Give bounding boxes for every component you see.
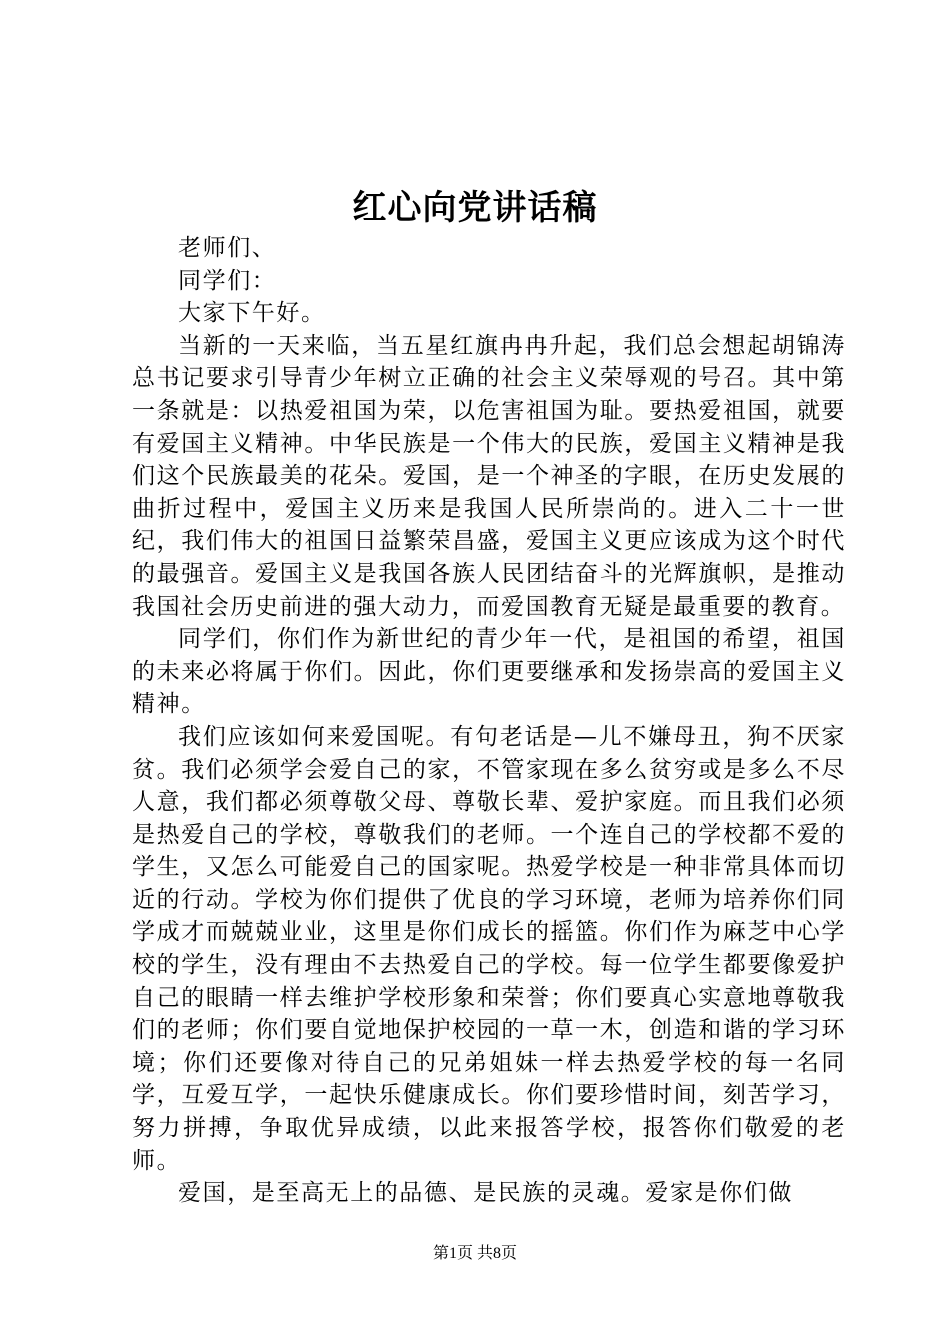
document-title: 红心向党讲话稿 [352, 188, 598, 228]
paragraph-greeting-students: 同学们： [178, 267, 277, 294]
paragraph-how-to-love-country: 我们应该如何来爱国呢。有句老话是—儿不嫌母丑，狗不厌家贫。我们必须学会爱自己的家，不管家现在多么贫穷或是多么不尽人意，我们都必须尊敬父母、尊敬长辈、爱护家庭。而且我们必须是热爱自己的学校，尊敬我们的老师。一个连自己的学校都不爱的学生，又怎么可能爱自己的国家呢。热爱学校是一种非常具体而切近的行动。学校为你们提供了优良的学习环境，老师为培养你们同学成才而兢兢业业，这里是你们成长的摇篮。你们作为麻芝中心学校的学生，没有理由不去热爱自己的学校。每一位学生都要像爱护自己的眼睛一样去维护学校形象和荣誉；你们要真心实意地尊敬我们的老师；你们要自觉地保护校园的一草一木，创造和谐的学习环境；你们还要像对待自己的兄弟姐妹一样去热爱学校的每一名同学，互爱互学，一起快乐健康成长。你们要珍惜时间，刻苦学习，努力拼搏，争取优异成绩，以此来报答学校，报答你们敬爱的老师。 [132, 723, 846, 1174]
paragraph-patriotism-virtue: 爱国，是至高无上的品德、是民族的灵魂。爱家是你们做 [178, 1180, 793, 1207]
paragraph-patriotism: 当新的一天来临，当五星红旗冉冉升起，我们总会想起胡锦涛总书记要求引导青少年树立正确的社会主义荣辱观的号召。其中第一条就是：以热爱祖国为荣，以危害祖国为耻。要热爱祖国，就要有爱国主义精神。中华民族是一个伟大的民族，爱国主义精神是我们这个民族最美的花朵。爱国，是一个神圣的字眼，在历史发展的曲折过程中，爱国主义历来是我国人民所崇尚的。进入二十一世纪，我们伟大的祖国日益繁荣昌盛，爱国主义更应该成为这个时代的最强音。爱国主义是我国各族人民团结奋斗的光辉旗帜，是推动我国社会历史前进的强大动力，而爱国教育无疑是最重要的教育。 [132, 332, 846, 620]
paragraph-youth-hope: 同学们，你们作为新世纪的青少年一代，是祖国的希望，祖国的未来必将属于你们。因此，你们更要继承和发扬崇高的爱国主义精神。 [132, 626, 846, 718]
paragraph-greeting-teachers: 老师们、 [178, 235, 277, 261]
document-body [132, 232, 846, 1210]
paragraph-good-afternoon: 大家下午好。 [178, 300, 326, 327]
page-indicator: 第1页 共8页 [432, 1245, 517, 1262]
